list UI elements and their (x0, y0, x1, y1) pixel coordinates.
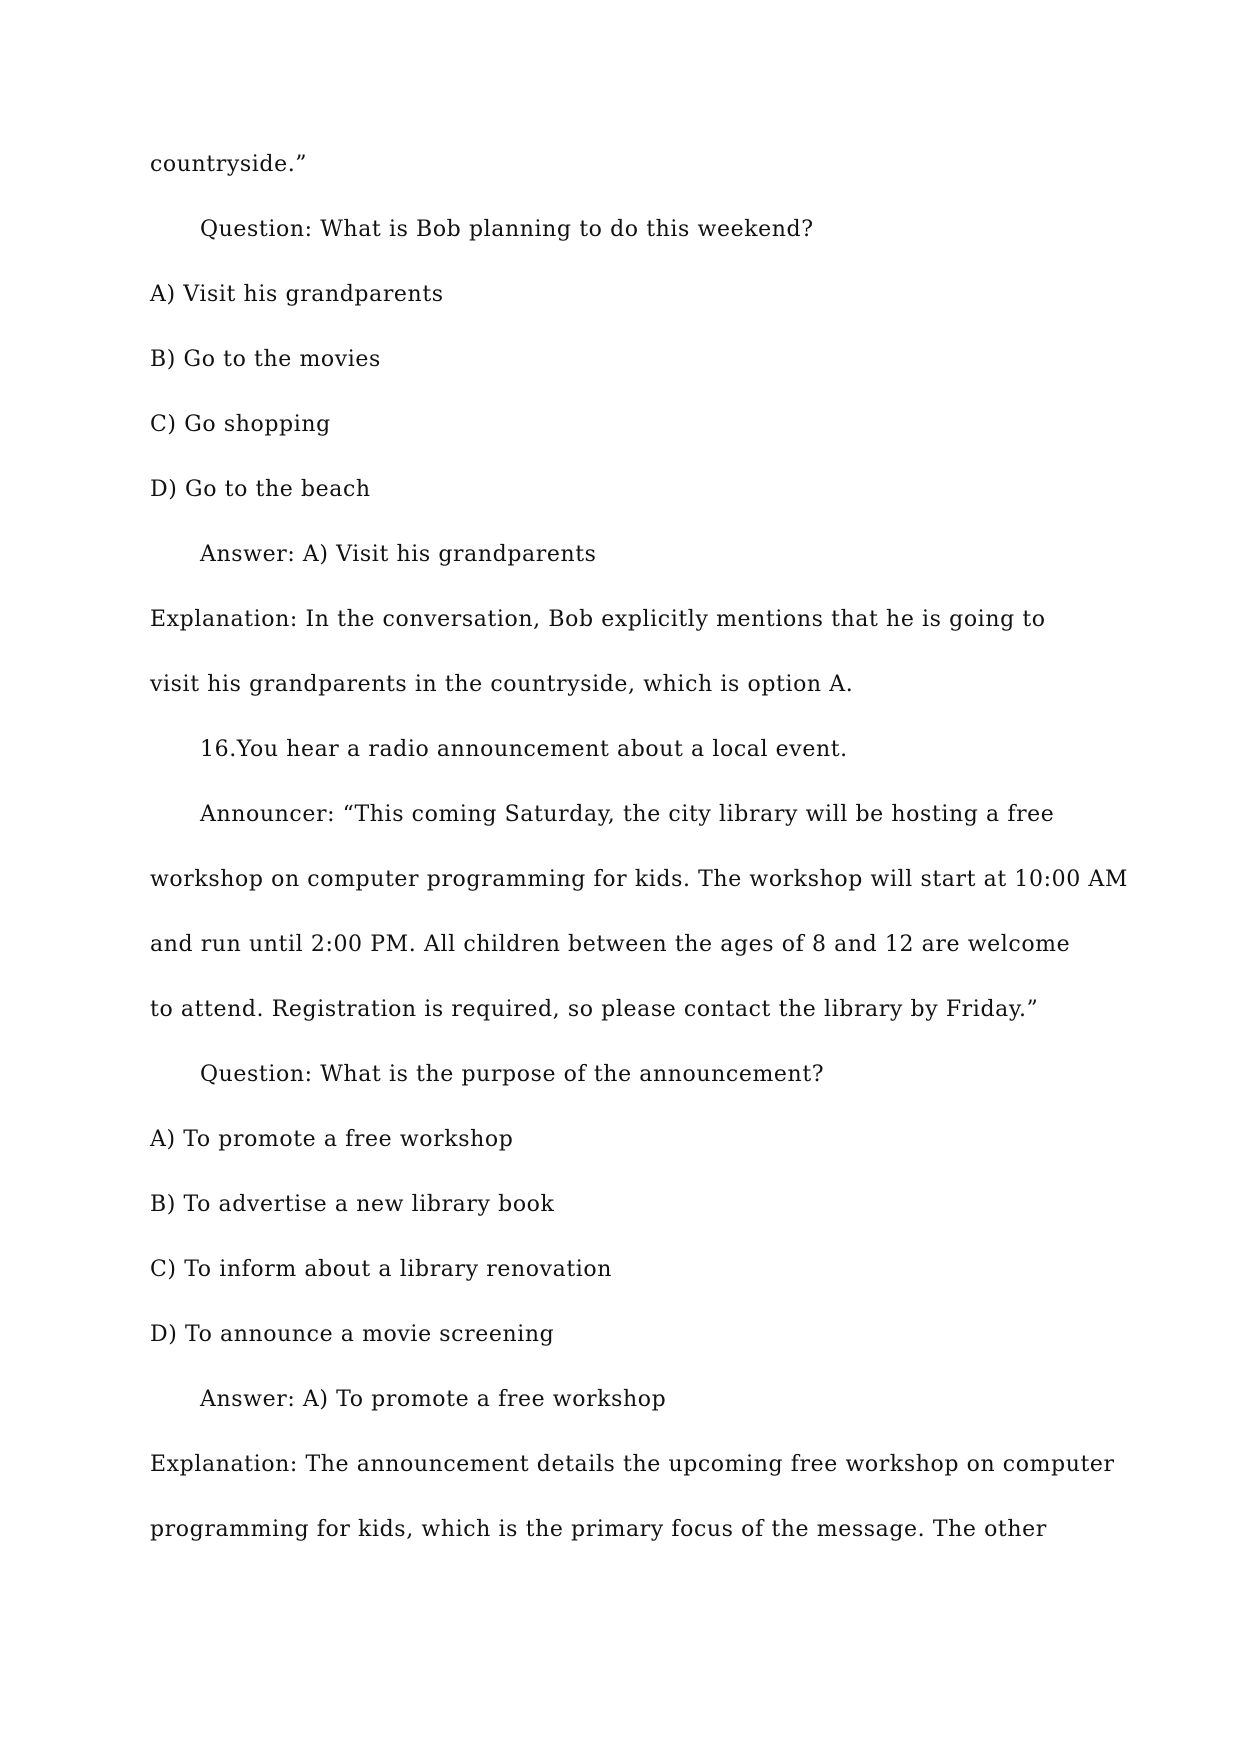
explanation-16-line-1: Explanation: The announcement details the upcoming free workshop on computer (150, 1452, 1115, 1477)
option-b-15: B) Go to the movies (150, 347, 381, 372)
option-c-16: C) To inform about a library renovation (150, 1257, 613, 1282)
announcer-line-4: to attend. Registration is required, so please contact the library by Friday.” (150, 997, 1039, 1022)
announcer-line-2: workshop on computer programming for kids. The workshop will start at 10:00 AM (150, 867, 1128, 892)
answer-15: Answer: A) Visit his grandparents (200, 542, 597, 567)
text-line-countryside: countryside.” (150, 152, 308, 177)
item-16-heading: 16.You hear a radio announcement about a local event. (200, 737, 848, 762)
option-b-16: B) To advertise a new library book (150, 1192, 555, 1217)
announcer-line-1: Announcer: “This coming Saturday, the city library will be hosting a free (200, 802, 1055, 827)
option-c-15: C) Go shopping (150, 412, 331, 437)
explanation-15-line-1: Explanation: In the conversation, Bob explicitly mentions that he is going to (150, 607, 1046, 632)
answer-16: Answer: A) To promote a free workshop (200, 1387, 667, 1412)
option-d-16: D) To announce a movie screening (150, 1322, 555, 1347)
option-a-15: A) Visit his grandparents (150, 282, 444, 307)
option-d-15: D) Go to the beach (150, 477, 371, 502)
announcer-line-3: and run until 2:00 PM. All children between the ages of 8 and 12 are welcome (150, 932, 1071, 957)
option-a-16: A) To promote a free workshop (150, 1127, 514, 1152)
explanation-15-line-2: visit his grandparents in the countryside, which is option A. (150, 672, 854, 697)
question-16: Question: What is the purpose of the announcement? (200, 1062, 825, 1087)
explanation-16-line-2: programming for kids, which is the primary focus of the message. The other (150, 1517, 1047, 1542)
question-15: Question: What is Bob planning to do this weekend? (200, 217, 814, 242)
